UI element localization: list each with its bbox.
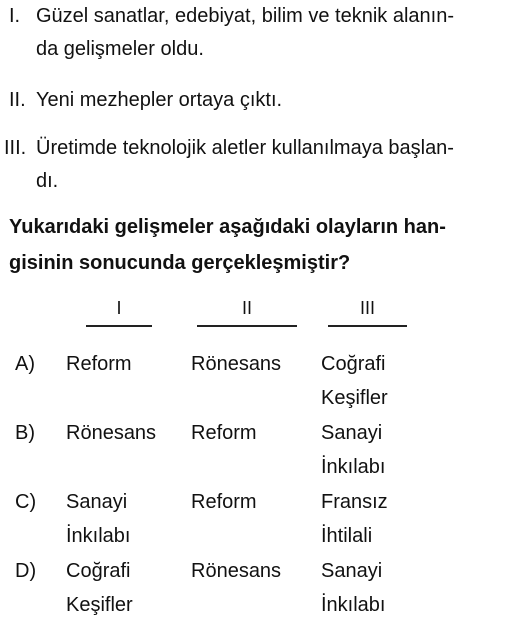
option-c-col3-line-2: İhtilali xyxy=(321,525,373,547)
option-a-col2-line-1: Rönesans xyxy=(191,353,282,375)
option-c-letter: C) xyxy=(15,491,37,513)
option-b-col2-line-1: Reform xyxy=(191,422,257,444)
option-a-col3-line-1: Coğrafi xyxy=(321,353,386,375)
column-header-2-underline xyxy=(197,325,297,327)
statement-3-line-1: Üretimde teknolojik aletler kullanılmaya başlan- xyxy=(36,137,454,159)
option-a-letter: A) xyxy=(15,353,35,375)
statement-1-line-1: Güzel sanatlar, edebiyat, bilim ve teknik alanın- xyxy=(36,5,454,27)
statement-3-numeral: III. xyxy=(4,137,27,159)
option-d-col2-line-1: Rönesans xyxy=(191,560,282,582)
option-d-col1-line-2: Keşifler xyxy=(66,594,133,616)
column-header-1: I xyxy=(116,298,122,318)
option-b-col1-line-1: Rönesans xyxy=(66,422,157,444)
statement-1-numeral: I. xyxy=(9,5,21,27)
option-a-col3-line-2: Keşifler xyxy=(321,387,388,409)
column-header-3: III xyxy=(359,298,375,318)
column-header-1-underline xyxy=(86,325,152,327)
statement-2-line-1: Yeni mezhepler ortaya çıktı. xyxy=(36,89,283,111)
option-d-col3-line-1: Sanayi xyxy=(321,560,383,582)
option-b-col3-line-1: Sanayi xyxy=(321,422,383,444)
statement-1-line-2: da gelişmeler oldu. xyxy=(36,38,204,60)
column-header-2: II xyxy=(241,298,252,318)
option-a-col1-line-1: Reform xyxy=(66,353,132,375)
question-line-1: Yukarıdaki gelişmeler aşağıdaki olayların han- xyxy=(9,216,446,238)
question-line-2: gisinin sonucunda gerçekleşmiştir? xyxy=(9,252,351,274)
option-c-col1-line-1: Sanayi xyxy=(66,491,128,513)
option-c-col1-line-2: İnkılabı xyxy=(66,525,131,547)
option-c-col2-line-1: Reform xyxy=(191,491,257,513)
option-d-col1-line-1: Coğrafi xyxy=(66,560,131,582)
option-b-letter: B) xyxy=(15,422,35,444)
option-d-col3-line-2: İnkılabı xyxy=(321,594,386,616)
option-c-col3-line-1: Fransız xyxy=(321,491,388,513)
column-header-3-underline xyxy=(328,325,407,327)
option-d-letter: D) xyxy=(15,560,37,582)
option-b-col3-line-2: İnkılabı xyxy=(321,456,386,478)
statement-3-line-2: dı. xyxy=(36,170,59,192)
statement-2-numeral: II. xyxy=(9,89,26,111)
